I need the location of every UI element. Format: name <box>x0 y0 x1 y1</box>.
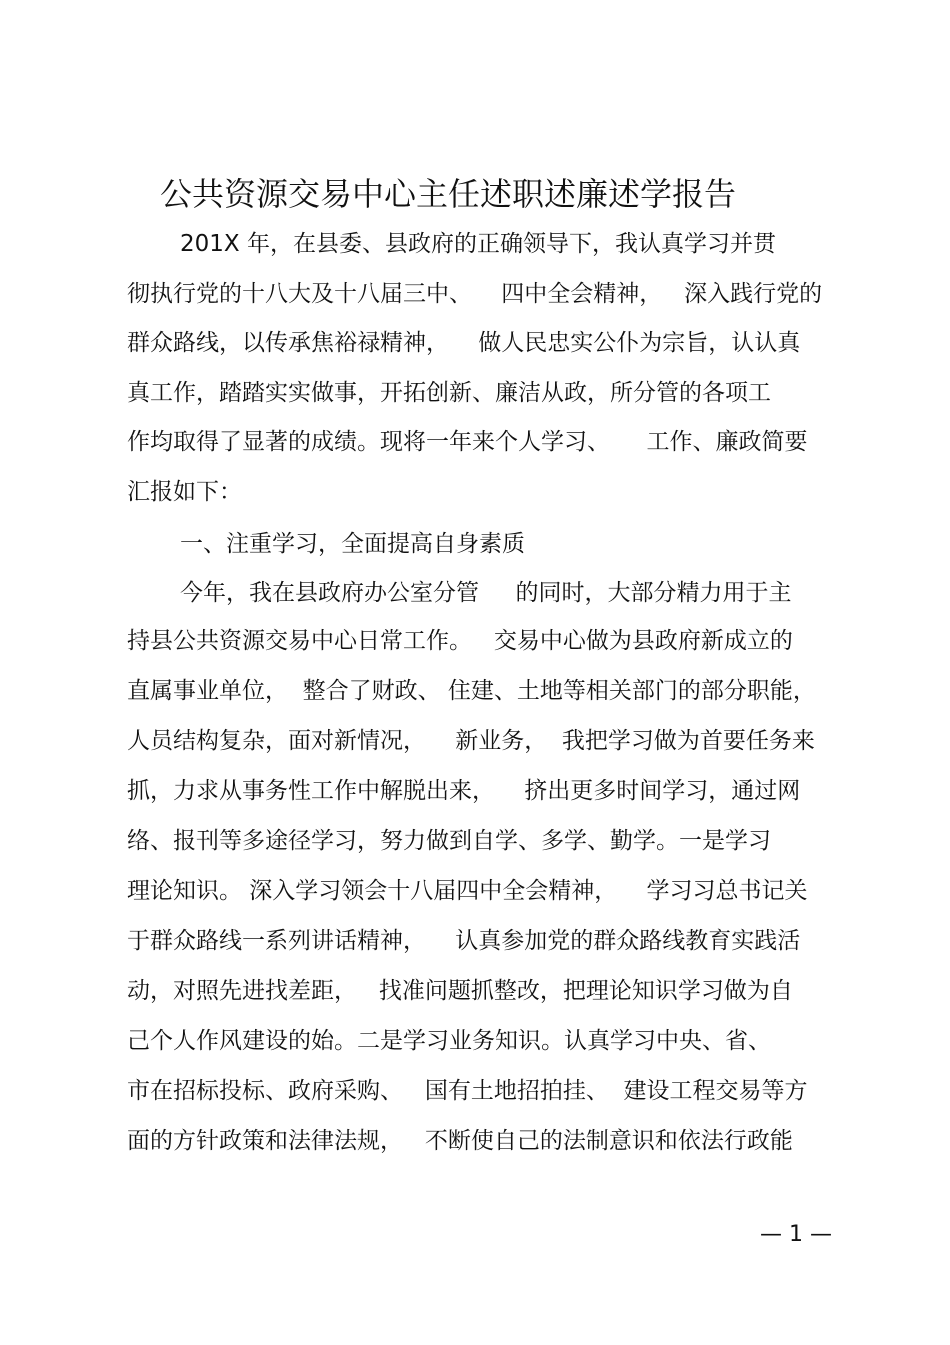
paragraph-line: 动，对照先进找差距， 找准问题抓整改，把理论知识学习做为自 <box>127 978 793 1004</box>
paragraph-line: 面的方针政策和法律法规， 不断使自己的法制意识和依法行政能 <box>127 1128 793 1154</box>
paragraph-line: 理论知识。 深入学习领会十八届四中全会精神， 学习习总书记关 <box>127 878 808 904</box>
paragraph-line: 抓，力求从事务性工作中解脱出来， 挤出更多时间学习，通过网 <box>127 778 801 804</box>
paragraph-line: 作均取得了显著的成绩。现将一年来个人学习、 工作、廉政简要 <box>127 429 808 455</box>
document-title: 公共资源交易中心主任述职述廉述学报告 <box>160 175 737 213</box>
paragraph-line: 群众路线，以传承焦裕禄精神， 做人民忠实公仆为宗旨，认认真 <box>127 330 801 356</box>
paragraph-line: 彻执行党的十八大及十八届三中、 四中全会精神， 深入践行党的 <box>127 281 823 307</box>
paragraph-line: 络、报刊等多途径学习，努力做到自学、多学、勤学。一是学习 <box>127 828 771 854</box>
paragraph-line: 己个人作风建设的始。二是学习业务知识。认真学习中央、省、 <box>127 1028 771 1054</box>
paragraph-line: 今年，我在县政府办公室分管 的同时，大部分精力用于主 <box>180 580 792 606</box>
page-number: — 1 — <box>760 1222 832 1247</box>
paragraph-line: 201X 年，在县委、县政府的正确领导下，我认真学习并贯 <box>180 231 776 257</box>
paragraph-line: 直属事业单位， 整合了财政、 住建、土地等相关部门的部分职能， <box>127 678 816 704</box>
paragraph-line: 汇报如下： <box>127 479 242 505</box>
paragraph-line: 于群众路线一系列讲话精神， 认真参加党的群众路线教育实践活 <box>127 928 801 954</box>
paragraph-line: 真工作，踏踏实实做事，开拓创新、廉洁从政，所分管的各项工 <box>127 380 771 406</box>
paragraph-line: 持县公共资源交易中心日常工作。 交易中心做为县政府新成立的 <box>127 628 793 654</box>
paragraph-line: 市在招标投标、政府采购、 国有土地招拍挂、 建设工程交易等方 <box>127 1078 808 1104</box>
paragraph-line: 人员结构复杂，面对新情况， 新业务， 我把学习做为首要任务来 <box>127 728 815 754</box>
section-heading: 一、注重学习，全面提高自身素质 <box>180 531 525 557</box>
